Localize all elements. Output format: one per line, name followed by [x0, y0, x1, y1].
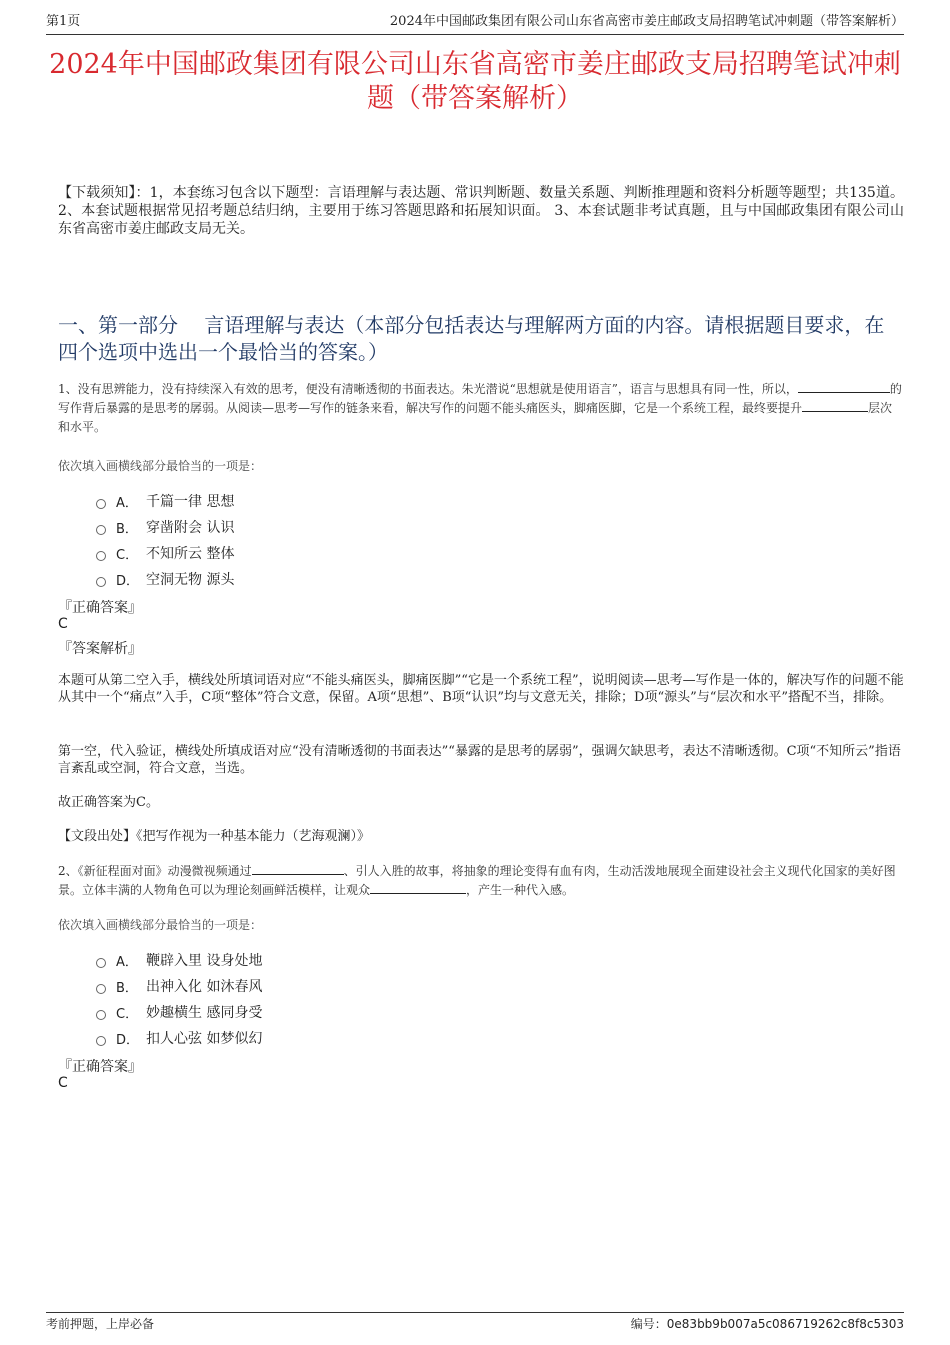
radio-icon[interactable]	[96, 958, 106, 968]
radio-icon[interactable]	[96, 984, 106, 994]
radio-icon[interactable]	[96, 551, 106, 561]
download-notice: 【下载须知】：1，本套练习包含以下题型：言语理解与表达题、常识判断题、数量关系题、判断推理题和资料分析题等题型；共135道。 2、本套试题根据常见招考题总结归纳，主要用于练习答题思路和拓展知识面。 3、本套试题非考试真题，且与中国邮政集团有限公司山东省高密市姜庄邮政支局无关。	[58, 185, 904, 237]
page-number: 第1页	[46, 14, 81, 29]
q1-option-d[interactable]: D． 空洞无物 源头	[96, 566, 234, 592]
q2-blank-1	[252, 862, 344, 875]
q1-blank-2	[802, 399, 868, 412]
footer-slogan: 考前押题，上岸必备	[46, 1317, 155, 1331]
section-title: 一、第一部分 言语理解与表达（本部分包括表达与理解两方面的内容。请根据题目要求，在四个选项中选出一个最恰当的答案。）	[58, 313, 885, 364]
q1-source: 【文段出处】《把写作视为一种基本能力（艺海观澜）》	[58, 829, 371, 844]
radio-icon[interactable]	[96, 577, 106, 587]
footer-code: 0e83bb9b007a5c086719262c8f8c5303	[666, 1317, 904, 1331]
q1-text-part1: 1、没有思辨能力，没有持续深入有效的思考，便没有清晰透彻的书面表达。朱光潜说“思想就是使用语言”，语言与思想具有同一性，所以，	[58, 382, 798, 396]
radio-icon[interactable]	[96, 1036, 106, 1046]
q1-options	[96, 488, 234, 592]
radio-icon[interactable]	[96, 1010, 106, 1020]
q1-analysis-2: 第一空，代入验证，横线处所填成语对应“没有清晰透彻的书面表达”“暴露的是思考的孱弱”，强调欠缺思考，表达不清晰透彻。C项“不知所云”指语言紊乱或空洞，符合文意，当选。	[58, 744, 901, 776]
q1-blank-1	[798, 380, 890, 393]
q2-answer-label: 『正确答案』	[58, 1059, 142, 1075]
q1-option-a[interactable]: A． 千篇一律 思想	[96, 488, 234, 514]
q2-option-c[interactable]: C． 妙趣横生 感同身受	[96, 999, 262, 1025]
radio-icon[interactable]	[96, 525, 106, 535]
page-header	[46, 12, 904, 35]
q2-answer: C	[58, 1075, 68, 1091]
q2-prompt: 依次填入画横线部分最恰当的一项是：	[58, 918, 263, 932]
q1-analysis-label: 『答案解析』	[58, 641, 142, 657]
q2-text-part1: 2、《新征程面对面》动漫微视频通过	[58, 864, 252, 878]
q2-blank-2	[370, 881, 466, 894]
q1-option-c[interactable]: C． 不知所云 整体	[96, 540, 234, 566]
footer-code-block	[631, 1315, 904, 1335]
question-1-stem	[58, 380, 904, 437]
q1-conclusion: 故正确答案为C。	[58, 795, 159, 810]
document-title: 2024年中国邮政集团有限公司山东省高密市姜庄邮政支局招聘笔试冲刺题（带答案解析）	[49, 49, 901, 114]
footer-code-label: 编号：	[630, 1317, 667, 1331]
radio-icon[interactable]	[96, 499, 106, 509]
q1-text-part2: 的写作背后暴露的是思考的孱弱。从阅读—思考—写作的链条来看，解决写作的问题不能头痛医头，脚痛医脚，它是一个系统工程，最终要提升	[58, 382, 902, 415]
q2-option-b[interactable]: B． 出神入化 如沐春风	[96, 973, 262, 999]
q2-text-part3: ，产生一种代入感。	[466, 883, 575, 897]
q1-option-b[interactable]: B． 穿凿附会 认识	[96, 514, 234, 540]
q1-answer-label: 『正确答案』	[58, 600, 142, 616]
header-doc-title: 2024年中国邮政集团有限公司山东省高密市姜庄邮政支局招聘笔试冲刺题（带答案解析）	[389, 14, 904, 29]
q1-prompt: 依次填入画横线部分最恰当的一项是：	[58, 459, 263, 473]
q2-text-part2: 、引人入胜的故事，将抽象的理论变得有血有肉，生动活泼地展现全面建设社会主义现代化国家的美好图景。立体丰满的人物角色可以为理论刻画鲜活模样，让观众	[58, 864, 896, 897]
q2-option-d[interactable]: D． 扣人心弦 如梦似幻	[96, 1025, 262, 1051]
q1-answer: C	[58, 616, 68, 632]
q1-text-part3: 层次和水平。	[58, 401, 893, 434]
question-2-stem	[58, 862, 904, 900]
page-footer	[46, 1312, 904, 1335]
q2-option-a[interactable]: A． 鞭辟入里 设身处地	[96, 947, 262, 973]
q2-options	[96, 947, 262, 1051]
q1-analysis-1: 本题可从第二空入手，横线处所填词语对应“不能头痛医头，脚痛医脚”“它是一个系统工程”，说明阅读—思考—写作是一体的，解决写作的问题不能从其中一个“痛点”入手，C项“整体”符合文意，保留。A项“思想”、B项“认识”均与文意无关，排除；D项“源头”与“层次和水平”搭配不当，排除。	[58, 673, 904, 705]
